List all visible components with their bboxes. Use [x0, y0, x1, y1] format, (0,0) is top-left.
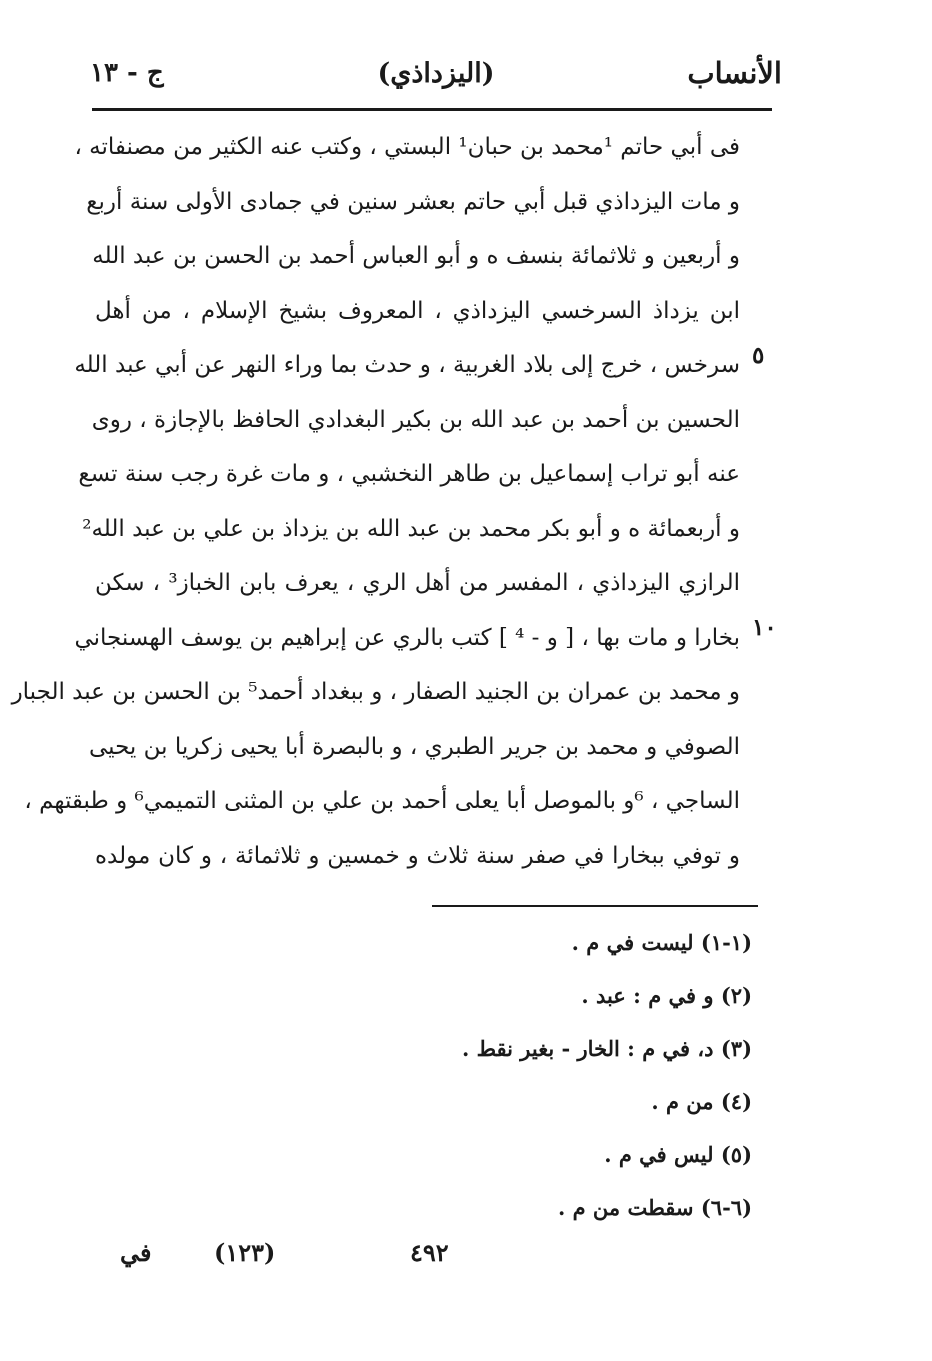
text-line: الصوفي و محمد بن جرير الطبري ، و بالبصرة أبا يحيى زكريا بن يحيى	[88, 733, 740, 760]
footnote: (٥) ليس في م .	[604, 1142, 752, 1167]
text-line: و مات اليزداذي قبل أبي حاتم بعشر سنين في جمادى الأولى سنة أربع	[86, 188, 740, 215]
text-line: و محمد بن عمران بن الجنيد الصفار ، و ببغداد أحمد⁵ بن الحسن بن عبد الجبار	[11, 679, 740, 705]
text-line: و أربعين و ثلاثمائة بنسف ه و أبو العباس أحمد بن الحسن بن عبد الله	[92, 243, 740, 269]
running-header	[90, 56, 782, 102]
footnotes	[332, 916, 752, 1234]
text-line: الساجي ، ⁶و بالموصل أبا يعلى أحمد بن علي بن المثنى التميمي⁶ و طبقتهم ،	[24, 788, 740, 814]
footnote: (٦-٦) سقطت من م .	[557, 1195, 752, 1220]
footnote: (٣) د، في م : الخار - بغير نقط .	[461, 1036, 752, 1061]
text-line: ابن يزداذ السرخسي اليزداذي ، المعروف بشيخ الإسلام ، من أهل	[95, 297, 740, 324]
text-line: فى أبي حاتم ¹محمد بن حبان¹ البستي ، وكتب عنه الكثير من مصنفاته ،	[74, 134, 740, 160]
text-line: و توفي ببخارا في صفر سنة ثلاث و خمسين و ثلاثمائة ، و كان مولده	[95, 842, 740, 869]
text-line: و أربعمائة ه و أبو بكر محمد بن عبد الله بن يزداذ بن علي بن عبد الله²	[82, 515, 740, 542]
line-number-10: ١٠	[752, 614, 777, 641]
text-line: عنه أبو تراب إسماعيل بن طاهر النخشبي ، و مات غرة رجب سنة تسع	[78, 461, 740, 487]
footnote: (٢) و في م : عبد .	[581, 983, 752, 1008]
text-line: بخارا و مات بها ، [ و - ⁴ ] كتب بالري عن إبراهيم بن يوسف الهسنجاني	[74, 624, 740, 651]
text-line: الحسين بن أحمد بن عبد الله بن بكير البغدادي الحافظ بالإجازة ، روى	[91, 406, 740, 433]
page-footer	[110, 1238, 510, 1278]
main-text	[11, 120, 741, 883]
text-line: سرخس ، خرج إلى بلاد الغربية ، و حدث بما وراء النهر عن أبي عبد الله	[74, 352, 740, 378]
line-number-5: ٥	[752, 342, 765, 369]
volume-number: ج - ١٣	[90, 58, 164, 88]
book-title: الأنساب	[687, 56, 782, 90]
catchword: في	[120, 1238, 152, 1267]
footnote-rule	[432, 905, 758, 907]
header-rule	[92, 108, 772, 111]
text-line: الرازي اليزداذي ، المفسر من أهل الري ، يعرف بابن الخباز³ ، سكن	[95, 570, 741, 596]
page-number: ٤٩٢	[410, 1238, 449, 1267]
footnote: (١-١) ليست في م .	[571, 930, 752, 955]
sheet-number: (١٢٣)	[214, 1238, 276, 1267]
entry-title: (اليزداذي)	[377, 58, 495, 89]
footnote: (٤) من م .	[651, 1089, 752, 1114]
